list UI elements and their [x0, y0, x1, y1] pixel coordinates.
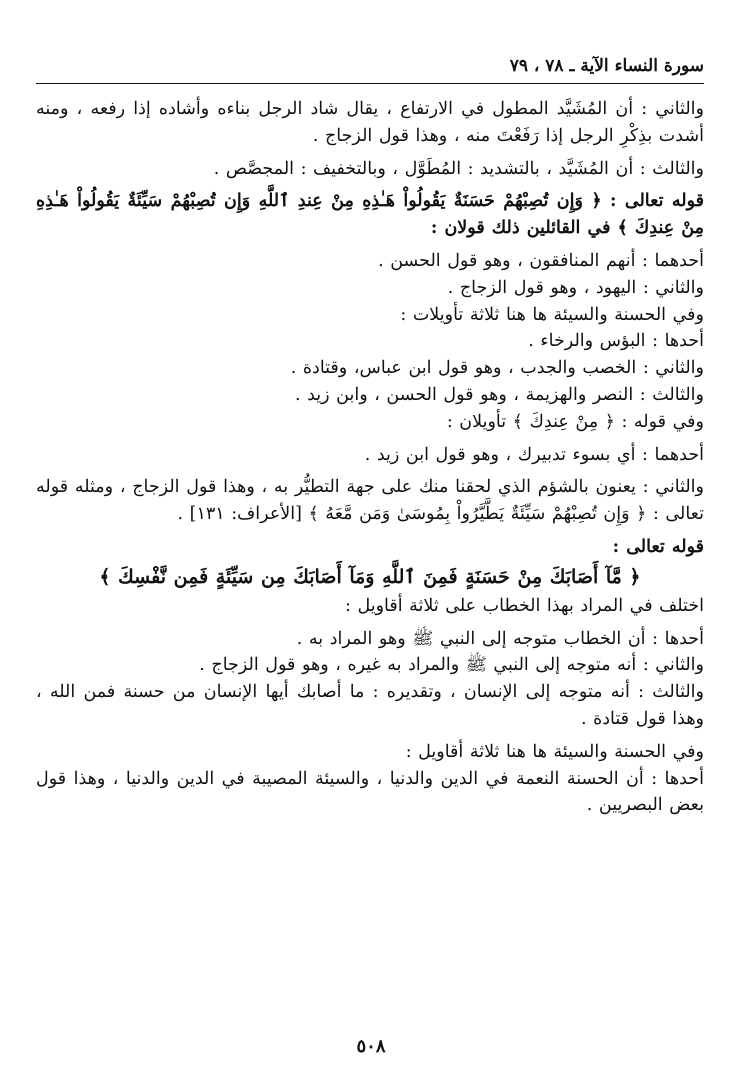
paragraph: والثالث : أن المُشَيَّد ، بالتشديد : المُطَوَّل ، وبالتخفيف : المجصَّص . — [213, 158, 704, 179]
paragraph: أحدهما : أنهم المنافقون ، وهو قول الحسن . — [378, 250, 704, 271]
paragraph: قوله تعالى : — [612, 536, 704, 557]
verse-quote: ﴿ مَّآ أَصَابَكَ مِنْ حَسَنَةٍ فَمِنَ ٱللَّهِ وَمَآ أَصَابَكَ مِن سَيِّئَةٍ فَمِن نَّفْسِكَ ﴾ — [99, 565, 641, 588]
verse-paragraph: قوله تعالى : ﴿ وَإِن تُصِبْهُمْ حَسَنَةٌ يَقُولُواْ هَـٰذِهِ مِنْ عِندِ ٱللَّهِ وَإِن تُصِبْهُمْ سَيِّئَةٌ يَقُولُواْ هَـٰذِهِ مِنْ عِندِكَ ﴾ في القائلين ذلك قولان : — [36, 191, 704, 239]
paragraph: والثاني : يعنون بالشؤم الذي لحقنا منك على جهة التطيُّر به ، وهذا قول الزجاج ، ومثله قوله تعالى : ﴿ وَإِن تُصِبْهُمْ سَيِّئَةٌ يَطَّيَّرُواْ بِمُوسَىٰ وَمَن مَّعَهُ ﴾ [الأعراف: ١٣١] . — [36, 477, 704, 525]
paragraph: وفي الحسنة والسيئة ها هنا ثلاثة أقاويل : — [405, 741, 704, 762]
paragraph: والثاني : الخصب والجدب ، وهو قول ابن عباس، وقتادة . — [290, 358, 704, 379]
page-number: ٥٠٨ — [356, 1036, 386, 1057]
header-title: سورة النساء الآية ـ ٧٨ ، ٧٩ — [509, 56, 704, 76]
paragraph: والثاني : اليهود ، وهو قول الزجاج . — [447, 277, 704, 298]
paragraph: والثاني : أن المُشَيَّد المطول في الارتفاع ، يقال شاد الرجل بناءه وأشاده إذا رفعه ، ومنه أشدت بذِكْرِ الرجل إذا رَفَعْتَ منه ، وهذا قول الزجاج . — [36, 99, 704, 146]
header-rule — [36, 83, 704, 84]
paragraph: أحدها : البؤس والرخاء . — [528, 331, 704, 352]
running-header — [36, 52, 704, 84]
paragraph: اختلف في المراد بهذا الخطاب على ثلاثة أقاويل : — [345, 595, 704, 616]
paragraph: والثالث : أنه متوجه إلى الإنسان ، وتقديره : ما أصابك أيها الإنسان من حسنة فمن الله ، وهذا قول قتادة . — [36, 682, 704, 729]
paragraph: والثالث : النصر والهزيمة ، وهو قول الحسن ، وابن زيد . — [294, 384, 704, 405]
paragraph: والثاني : أنه متوجه إلى النبي ﷺ والمراد به غيره ، وهو قول الزجاج . — [199, 655, 704, 676]
paragraph: وفي قوله : ﴿ مِنْ عِندِكَ ﴾ تأويلان : — [446, 411, 704, 432]
paragraph: أحدها : أن الخطاب متوجه إلى النبي ﷺ وهو المراد به . — [296, 628, 704, 649]
paragraph: أحدهما : أي بسوء تدبيرك ، وهو قول ابن زيد . — [364, 444, 704, 465]
paragraph: أحدها : أن الحسنة النعمة في الدين والدنيا ، والسيئة المصيبة في الدين والدنيا ، وهذا قول بعض البصريين . — [36, 768, 704, 816]
paragraph: وفي الحسنة والسيئة ها هنا ثلاثة تأويلات : — [400, 304, 704, 325]
page-body — [36, 96, 704, 819]
